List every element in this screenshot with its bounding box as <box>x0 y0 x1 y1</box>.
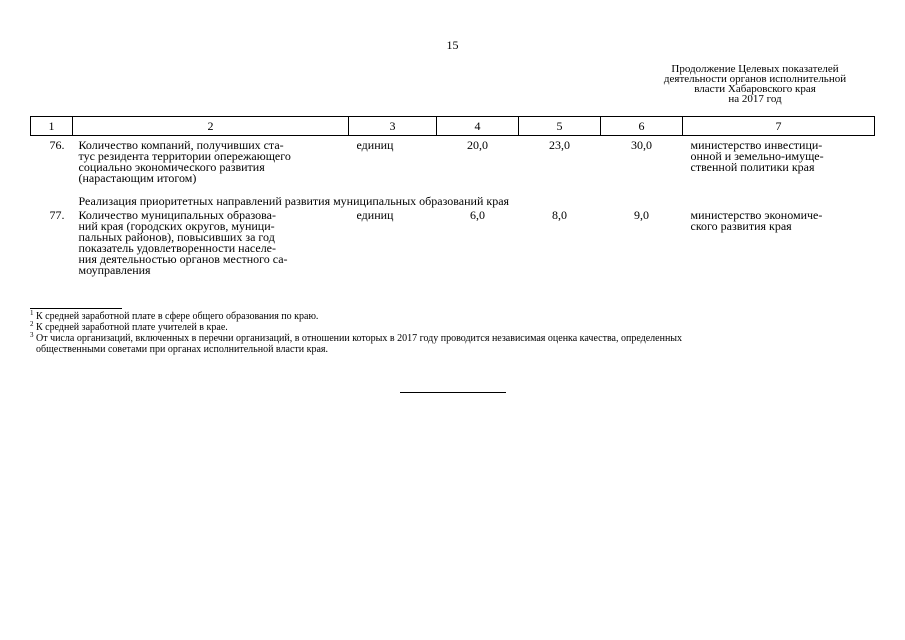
column-header: 5 <box>519 117 601 136</box>
continuation-line: деятельности органов исполнительной <box>663 73 847 85</box>
indicator-name-line: показатель удовлетворенности населе- <box>78 241 277 255</box>
ministry-line: ственной политики края <box>690 160 815 174</box>
end-divider <box>400 392 506 393</box>
value-cell: 6,0 <box>470 208 485 222</box>
column-header: 2 <box>73 117 349 136</box>
unit-cell: единиц <box>356 138 394 152</box>
table-row <box>31 210 875 290</box>
table-header-row <box>31 117 875 136</box>
ministry-cell <box>683 136 875 195</box>
footnote-divider <box>30 308 122 309</box>
indicators-table <box>30 116 875 290</box>
column-header: 4 <box>437 117 519 136</box>
column-header: 6 <box>601 117 683 136</box>
continuation-header <box>635 64 875 104</box>
indicator-name-line: социально экономического развития <box>78 160 265 174</box>
footnotes <box>30 311 880 355</box>
footnote <box>30 322 880 333</box>
footnote-text: К средней заработной плате в сфере общего образования по краю. <box>36 311 319 322</box>
value-cell: 20,0 <box>467 138 488 152</box>
footnote-text: общественными советами при органах исполнительной власти края. <box>36 344 329 355</box>
value-cell: 30,0 <box>631 138 652 152</box>
ministry-line: министерство экономиче- <box>690 208 823 222</box>
indicator-name <box>73 210 349 290</box>
indicator-name <box>73 136 349 195</box>
indicator-name-line: Количество муниципальных образова- <box>78 208 276 222</box>
continuation-line: власти Хабаровского края <box>694 83 816 95</box>
footnote-mark: 1 <box>30 309 34 317</box>
ministry-line: онной и земельно-имуще- <box>690 149 824 163</box>
footnote <box>30 311 880 322</box>
continuation-line: на 2017 год <box>728 93 782 105</box>
ministry-line: министерство инвестици- <box>690 138 823 152</box>
indicator-name-line: ний края (городских округов, муници- <box>78 219 275 233</box>
indicator-name-line: (нарастающим итогом) <box>78 171 197 185</box>
row-number: 77. <box>49 208 65 222</box>
footnote-mark: 2 <box>30 320 34 328</box>
footnote <box>30 333 880 355</box>
column-header: 3 <box>349 117 437 136</box>
footnote-text: К средней заработной плате учителей в крае. <box>36 322 228 333</box>
value-cell: 23,0 <box>549 138 570 152</box>
table-row <box>31 136 875 195</box>
column-header: 1 <box>31 117 73 136</box>
row-number: 76. <box>49 138 65 152</box>
value-cell: 8,0 <box>552 208 567 222</box>
indicator-name-line: тус резидента территории опережающего <box>78 149 291 163</box>
footnote-text: От числа организаций, включенных в перечни организаций, в отношении которых в 2017 году проводится независимая оценка качества, определенных <box>36 333 683 344</box>
ministry-cell <box>683 210 875 290</box>
indicator-name-line: пальных районов), повысивших за год <box>78 230 275 244</box>
footnote-mark: 3 <box>30 331 34 339</box>
page-number: 15 <box>446 38 459 52</box>
continuation-line: Продолжение Целевых показателей <box>671 63 839 75</box>
value-cell: 9,0 <box>634 208 649 222</box>
section-heading: Реализация приоритетных направлений развития муниципальных образований края <box>78 194 510 208</box>
indicator-name-line: моуправления <box>78 263 151 277</box>
indicator-name-line: ния деятельностью органов местного са- <box>78 252 288 266</box>
indicator-name-line: Количество компаний, получивших ста- <box>78 138 284 152</box>
ministry-line: ского развития края <box>690 219 792 233</box>
unit-cell: единиц <box>356 208 394 222</box>
column-header: 7 <box>683 117 875 136</box>
